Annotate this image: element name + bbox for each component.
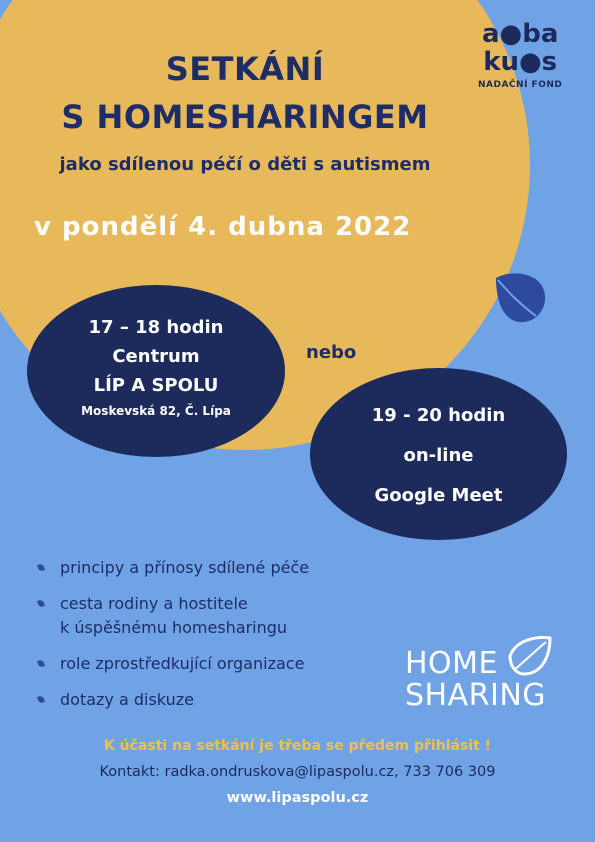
inperson-place1: Centrum [112,346,200,367]
contact-info: Kontakt: radka.ondruskova@lipaspolu.cz, 733 706 309 [99,764,496,780]
list-item: principy a přínosy sdílené péče [38,556,309,580]
list-item: role zprostředkující organizace [38,652,309,676]
logo-line1: a●ba [481,19,559,49]
leaf-bullet-icon [37,563,45,572]
online-time: 19 - 20 hodin [371,405,506,426]
leaf-bullet-icon [37,695,45,704]
inperson-place2: LÍP A SPOLU [93,375,219,396]
website-link[interactable]: www.lipaspolu.cz [226,790,369,806]
online-mode: on-line [403,445,474,466]
or-label: nebo [306,342,357,363]
list-item: cesta rodiny a hostitele k úspěšnému homesharingu [38,592,309,640]
logo-tagline: NADAČNÍ FOND [478,80,563,90]
inperson-event-ellipse [27,285,285,457]
leaf-bullet-icon [37,659,45,668]
title-line2: S HOMESHARINGEM [61,98,429,136]
online-platform: Google Meet [374,485,503,506]
topics-list [38,556,309,724]
homesharing-leaf-icon [506,634,554,678]
inperson-time: 17 – 18 hodin [88,317,224,338]
inperson-address: Moskevská 82, Č. Lípa [81,404,231,418]
abakus-logo [478,20,562,90]
leaf-bullet-icon [37,599,45,608]
homesharing-line2: SHARING [405,678,547,713]
registration-notice: K účasti na setkání je třeba se předem přihlásit ! [103,738,492,754]
logo-line2: ku●s [483,47,558,77]
leaf-icon [490,268,552,330]
title-line1: SETKÁNÍ [165,50,325,88]
online-event-ellipse [310,368,567,540]
homesharing-line1: HOME [405,646,499,681]
event-date: v pondělí 4. dubna 2022 [34,212,412,242]
subtitle: jako sdílenou péčí o děti s autismem [59,154,431,175]
list-item: dotazy a diskuze [38,688,309,712]
